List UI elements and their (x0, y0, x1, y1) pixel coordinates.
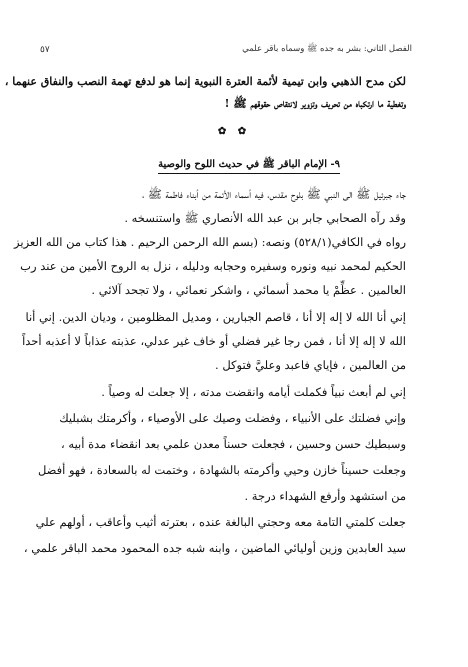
page-number: ٥٧ (40, 45, 50, 55)
separator: ✿ ✿ (217, 126, 251, 137)
body-line-6: إني أنا الله لا إله إلا أنا ، قاصم الجبارين ، ومديل المظلومين ، وديان الدين. إني أنا (25, 310, 406, 324)
body-line-2: وقد رآه الصحابي جابر بن عبد الله الأنصاري ﷺ واستنسخه . (124, 211, 406, 225)
body-line-5: العالمين . عظِّمْ يا محمد أسمائي ، واشكر نعمائي ، ولا تجحد آلائي . (91, 283, 406, 297)
body-line-14: جعلت كلمتي التامة معه وحجتي البالغة عنده ، بعترته أثيب وأعاقب ، أولهم علي (35, 515, 406, 529)
body-line-7: الله لا إله إلا أنا ، فمن رجا غير فضلي أو خاف غير عدلي، عذبته عذاباً لا أعذبه أحداً (22, 334, 406, 348)
body-line-3: رواه في الكافي(٥٢٨/١) ونصه: (بسم الله الرحمن الرحيم . هذا كتاب من الله العزيز (14, 235, 406, 249)
body-line-12: وجعلت حسيناً خازن وحيي وأكرمته بالشهادة ، وختمت له بالسعادة ، فهو أفضل (37, 463, 406, 477)
body-line-15: سيد العابدين وزين أوليائي الماضين ، وابنه شبه جده المحمود محمد الباقر علمي ، (23, 541, 406, 555)
body-line-1: جاء جبرئيل ﷺ الى النبي ﷺ بلوح مقدس، فيه أسماء الأئمة من أبناء فاطمة ﷺ ، (142, 187, 406, 201)
body-line-4: الحكيم لمحمد نبيه ونوره وسفيره وحجابه ودليله ، نزل به الروح الأمين من عند رب (20, 259, 406, 273)
page-header (40, 42, 412, 58)
chapter-title: الفصل الثاني: بشر به جده ﷺ وسماه باقر علمي (242, 44, 412, 54)
body-line-13: من استشهد وأرفع الشهداء درجة . (244, 489, 406, 503)
body-line-9: إني لم أبعث نبياً فكملت أيامه وانقضت مدته ، إلا جعلت له وصياً . (101, 385, 406, 399)
section-heading: ٩- الإمام الباقر ﷺ في حديث اللوح والوصية (158, 158, 340, 174)
body-line-8: من العالمين ، فإياي فاعبد وعليَّ فتوكل . (215, 358, 406, 372)
intro-line-2: وتغطية ما ارتكباه من تحريف وتزوير لانتقاص حقوقهم ﷺ ! (224, 97, 406, 110)
body-line-11: وسبطيك حسن وحسين ، فجعلت حسناً معدن علمي بعد انقضاء مدة أبيه ، (61, 437, 406, 451)
intro-line-1: لكن مدح الذهبي وابن تيمية لأئمة العترة النبوية إنما هو لدفع تهمة النصب والنفاق عنهما ، (4, 75, 406, 88)
body-line-10: وإني فضلتك على الأنبياء ، وفضلت وصيك على الأوصياء ، وأكرمتك بشبليك (59, 411, 406, 425)
